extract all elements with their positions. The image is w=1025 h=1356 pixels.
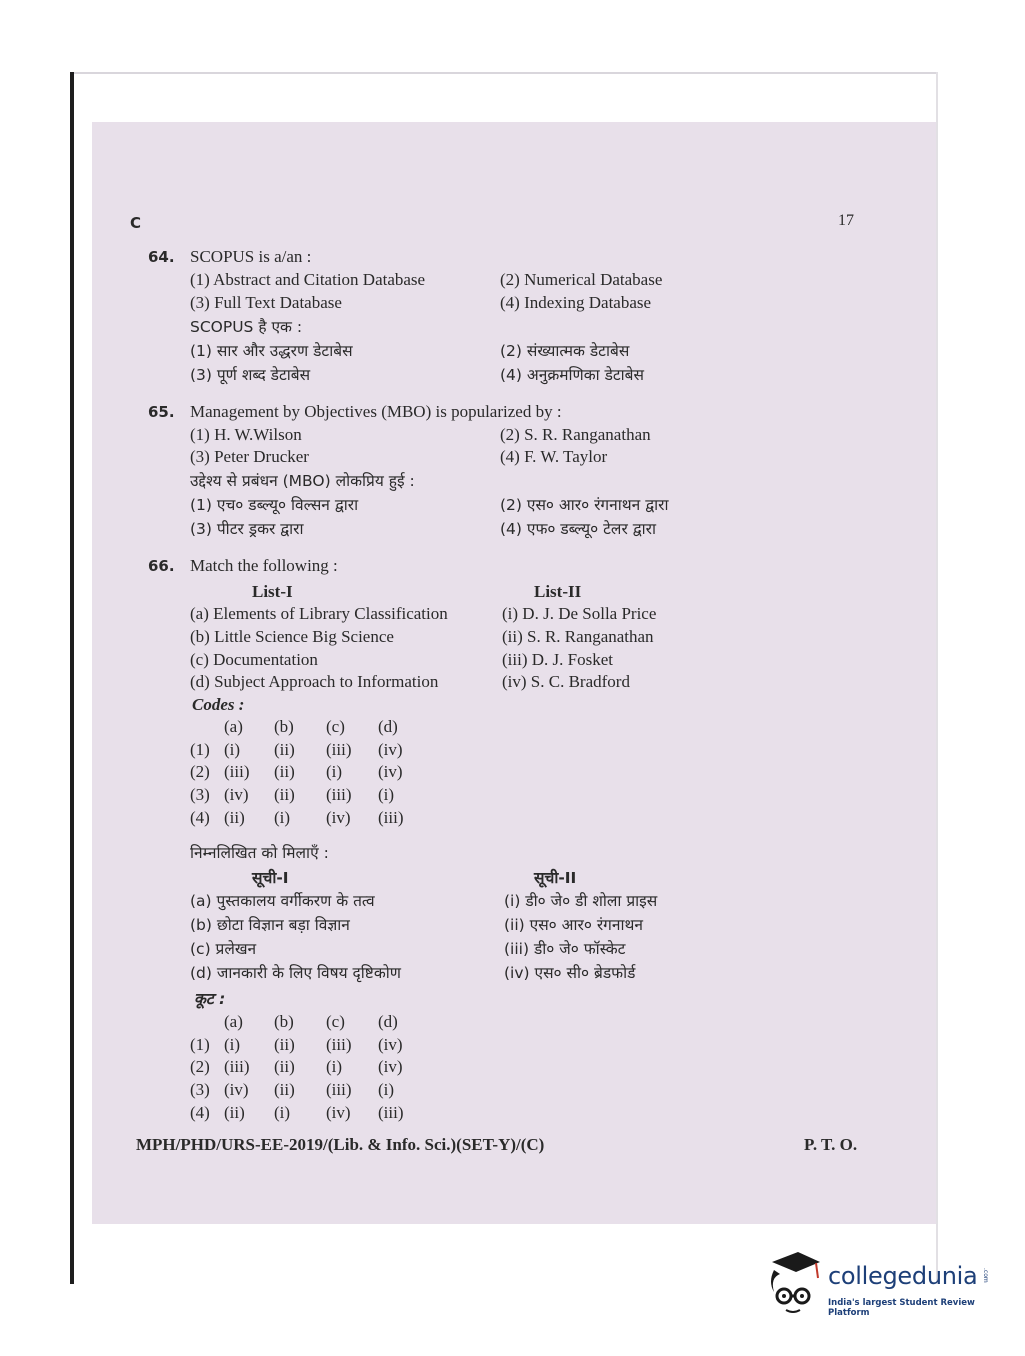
code-cell: (ii) <box>274 739 295 759</box>
q66-list1-item-c-hi: (c) प्रलेखन <box>190 940 257 958</box>
codes-head-b: (b) <box>274 1012 294 1032</box>
logo-wordmark: collegedunia <box>828 1262 978 1290</box>
code-cell: (iii) <box>224 762 250 782</box>
q66-list1-heading: List-I <box>252 582 293 601</box>
q66-list2-heading: List-II <box>534 582 582 601</box>
page-number: 17 <box>838 212 854 229</box>
codes-head-c: (c) <box>326 717 345 737</box>
code-cell: (iii) <box>326 739 352 759</box>
code-cell: (ii) <box>224 807 245 827</box>
code-cell: (iii) <box>326 785 352 805</box>
q66-question: Match the following : <box>190 556 338 575</box>
code-option-number: (4) <box>190 1102 210 1122</box>
q66-list2-item-iii-hi: (iii) डी० जे० फॉस्केट <box>504 940 626 958</box>
q65-option-2: (2) S. R. Ranganathan <box>500 425 651 444</box>
q64-option-2-hi: (2) संख्यात्मक डेटाबेस <box>500 342 630 360</box>
q66-list2-item-iv: (iv) S. C. Bradford <box>502 672 630 691</box>
paper-code: MPH/PHD/URS-EE-2019/(Lib. & Info. Sci.)(SET-Y)/(C) <box>136 1135 545 1154</box>
q65-option-3: (3) Peter Drucker <box>190 447 309 466</box>
q64-question-hi: SCOPUS है एक : <box>190 318 303 336</box>
codes-header-row <box>190 716 418 739</box>
q66-list2-item-ii-hi: (ii) एस० आर० रंगनाथन <box>504 916 644 934</box>
code-option-number: (1) <box>190 1034 210 1054</box>
codes-head-d: (d) <box>378 1012 398 1032</box>
code-cell: (i) <box>224 739 241 759</box>
q66-list2-item-iii: (iii) D. J. Fosket <box>502 650 613 669</box>
logo-dotcom: .com <box>982 1268 989 1283</box>
code-cell: (iv) <box>326 807 351 827</box>
code-cell: (iii) <box>378 807 404 827</box>
q65-number: 65. <box>148 403 175 421</box>
codes-head-a: (a) <box>224 717 243 737</box>
scan-edge-right <box>936 72 938 1284</box>
code-cell: (ii) <box>274 785 295 805</box>
code-option-number: (3) <box>190 785 210 805</box>
code-cell: (iii) <box>326 1034 352 1054</box>
q66-list1-item-c: (c) Documentation <box>190 650 318 669</box>
q65-option-2-hi: (2) एस० आर० रंगनाथन द्वारा <box>500 496 669 514</box>
q64-option-4: (4) Indexing Database <box>500 293 652 312</box>
q66-list2-item-ii: (ii) S. R. Ranganathan <box>502 627 654 646</box>
code-cell: (ii) <box>224 1102 245 1122</box>
q65-option-1: (1) H. W.Wilson <box>190 425 302 444</box>
code-cell: (iii) <box>378 1102 404 1122</box>
codes-head-b: (b) <box>274 717 294 737</box>
code-cell: (ii) <box>274 1057 295 1077</box>
codes-row <box>190 739 418 762</box>
q66-list2-heading-hi: सूची-II <box>534 869 577 887</box>
q66-list1-heading-hi: सूची-I <box>252 869 289 887</box>
q65-option-4: (4) F. W. Taylor <box>500 447 608 466</box>
codes-header-row <box>190 1011 418 1034</box>
q66-list1-item-d: (d) Subject Approach to Information <box>190 672 439 691</box>
q65-question-hi: उद्देश्य से प्रबंधन (MBO) लोकप्रिय हुई : <box>190 472 415 490</box>
code-option-number: (2) <box>190 1057 210 1077</box>
code-cell: (iv) <box>378 1034 403 1054</box>
q66-list2-item-i: (i) D. J. De Solla Price <box>502 604 657 623</box>
codes-row <box>190 806 418 829</box>
codes-head-c: (c) <box>326 1012 345 1032</box>
q65-option-3-hi: (3) पीटर ड्रकर द्वारा <box>190 520 304 538</box>
q66-list2-item-iv-hi: (iv) एस० सी० ब्रेडफोर्ड <box>504 964 636 982</box>
code-cell: (i) <box>378 785 395 805</box>
q66-list2-item-i-hi: (i) डी० जे० डी शोला प्राइस <box>504 892 658 910</box>
code-option-number: (3) <box>190 1080 210 1100</box>
q66-number: 66. <box>148 557 175 575</box>
codes-row <box>190 784 418 807</box>
code-option-number: (2) <box>190 762 210 782</box>
code-cell: (iv) <box>224 1080 249 1100</box>
scan-edge-left <box>70 72 74 1284</box>
q64-option-2: (2) Numerical Database <box>500 270 663 289</box>
code-cell: (ii) <box>274 1080 295 1100</box>
q64-option-3: (3) Full Text Database <box>190 293 342 312</box>
code-cell: (ii) <box>274 762 295 782</box>
code-cell: (ii) <box>274 1034 295 1054</box>
codes-head-a: (a) <box>224 1012 243 1032</box>
code-cell: (i) <box>274 1102 291 1122</box>
codes-row <box>190 1101 418 1124</box>
q66-codes-table-hi <box>190 1011 418 1124</box>
q66-codes-table <box>190 716 418 829</box>
q66-list1-item-a-hi: (a) पुस्तकालय वर्गीकरण के तत्व <box>190 892 375 910</box>
set-letter: C <box>130 214 142 232</box>
logo-tagline: India's largest Student Review Platform <box>828 1298 975 1318</box>
q66-question-hi: निम्नलिखित को मिलाएँ : <box>190 844 329 862</box>
q66-codes-label: Codes : <box>192 695 245 714</box>
mascot-icon <box>764 1248 824 1320</box>
q64-question: SCOPUS is a/an : <box>190 247 312 266</box>
codes-row <box>190 1056 418 1079</box>
code-option-number: (4) <box>190 807 210 827</box>
codes-head-d: (d) <box>378 717 398 737</box>
q64-number: 64. <box>148 248 175 266</box>
code-cell: (i) <box>378 1080 395 1100</box>
q64-option-1: (1) Abstract and Citation Database <box>190 270 426 289</box>
codes-row <box>190 761 418 784</box>
code-cell: (i) <box>274 807 291 827</box>
q66-list1-item-a: (a) Elements of Library Classification <box>190 604 448 623</box>
code-cell: (i) <box>326 1057 343 1077</box>
code-cell: (iii) <box>224 1057 250 1077</box>
collegedunia-logo <box>764 1248 996 1328</box>
codes-row <box>190 1034 418 1057</box>
q66-list1-item-b: (b) Little Science Big Science <box>190 627 394 646</box>
pto-label: P. T. O. <box>804 1135 858 1154</box>
code-option-number: (1) <box>190 739 210 759</box>
code-cell: (iv) <box>224 785 249 805</box>
exam-sheet <box>92 122 936 1224</box>
q65-option-4-hi: (4) एफ० डब्ल्यू० टेलर द्वारा <box>500 520 656 538</box>
q65-question: Management by Objectives (MBO) is popularized by : <box>190 402 562 421</box>
code-cell: (i) <box>224 1034 241 1054</box>
code-cell: (iii) <box>326 1080 352 1100</box>
scan-edge-top <box>74 72 936 74</box>
q66-codes-label-hi: कूट : <box>194 990 226 1008</box>
codes-row <box>190 1079 418 1102</box>
code-cell: (iv) <box>378 762 403 782</box>
code-cell: (iv) <box>378 1057 403 1077</box>
code-cell: (iv) <box>326 1102 351 1122</box>
code-cell: (i) <box>326 762 343 782</box>
q64-option-3-hi: (3) पूर्ण शब्द डेटाबेस <box>190 366 311 384</box>
q65-option-1-hi: (1) एच० डब्ल्यू० विल्सन द्वारा <box>190 496 359 514</box>
q64-option-4-hi: (4) अनुक्रमणिका डेटाबेस <box>500 366 645 384</box>
q66-list1-item-d-hi: (d) जानकारी के लिए विषय दृष्टिकोण <box>190 964 401 982</box>
q64-option-1-hi: (1) सार और उद्धरण डेटाबेस <box>190 342 353 360</box>
q66-list1-item-b-hi: (b) छोटा विज्ञान बड़ा विज्ञान <box>190 916 350 934</box>
code-cell: (iv) <box>378 739 403 759</box>
